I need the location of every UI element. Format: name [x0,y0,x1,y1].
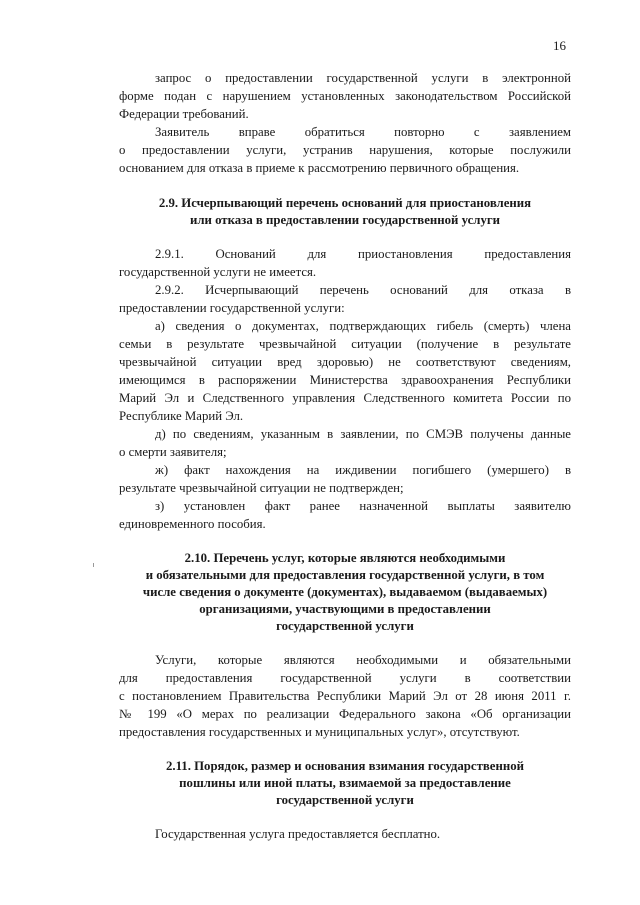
paragraph-line: форме подан с нарушением установленных законодательством Российской [119,89,571,103]
paragraph-line: Услуги, которые являются необходимыми и обязательными [155,653,571,667]
paragraph-line: Республике Марий Эл. [119,409,244,423]
paragraph-line: 2.9.2. Исчерпывающий перечень оснований для отказа в [155,283,571,297]
paragraph-line: № 199 «О мерах по реализации Федерального закона «Об организации [119,707,571,721]
section-heading: государственной услуги [276,793,414,807]
section-heading: и обязательными для предоставления государственной услуги, в том [145,568,545,582]
paragraph-line: д) по сведениям, указанным в заявлении, по СМЭВ получены данные [155,427,571,441]
paragraph-line: результате чрезвычайной ситуации не подтвержден; [119,481,404,495]
section-heading: пошлины или иной платы, взимаемой за предоставление [179,776,511,790]
paragraph-line: семьи в результате чрезвычайной ситуации (получение в результате [119,337,571,351]
paragraph-line: предоставления государственных и муниципальных услуг», отсутствуют. [119,725,520,739]
paragraph-line: Федерации требований. [119,107,249,121]
paragraph-line: а) сведения о документах, подтверждающих гибель (смерть) члена [155,319,571,333]
page-number: 16 [553,38,566,53]
section-heading: или отказа в предоставлении государственной услуги [189,213,501,227]
section-heading: государственной услуги [276,619,414,633]
paragraph-line: Марий Эл и Следственного управления Следственного комитета России по [119,391,571,405]
paragraph-line: Заявитель вправе обратиться повторно с заявлением [155,125,571,139]
paragraph-line: з) установлен факт ранее назначенной выплаты заявителю [155,499,571,513]
paragraph-line: чрезвычайной ситуации вред здоровью) не соответствуют сведениям, [119,355,571,369]
section-heading: числе сведения о документе (документах), выдаваемом (выдаваемых) [142,585,548,599]
paragraph-line: о предоставлении услуги, устранив нарушения, которые послужили [119,143,571,157]
paragraph-line: 2.9.1. Оснований для приостановления предоставления [155,247,571,261]
section-heading: организациями, участвующими в предоставлении [199,602,491,616]
paragraph-line: ж) факт нахождения на иждивении погибшего (умершего) в [155,463,571,477]
paragraph-line: с постановлением Правительства Республики Марий Эл от 28 июня 2011 г. [119,689,571,703]
section-heading: 2.10. Перечень услуг, которые являются необходимыми [184,551,506,565]
paragraph-line: единовременного пособия. [119,517,266,531]
section-heading: 2.9. Исчерпывающий перечень оснований для приостановления [158,196,532,210]
paragraph-line: предоставлении государственной услуги: [119,301,345,315]
paragraph-line: о смерти заявителя; [119,445,227,459]
paragraph-line: запрос о предоставлении государственной услуги в электронной [155,71,571,85]
paragraph-line: Государственная услуга предоставляется бесплатно. [155,827,441,841]
paragraph-line: для предоставления государственной услуги в соответствии [119,671,571,685]
margin-mark [93,563,94,567]
paragraph-line: основанием для отказа в приеме к рассмотрению первичного обращения. [119,161,520,175]
section-heading: 2.11. Порядок, размер и основания взимания государственной [166,759,524,773]
paragraph-line: государственной услуги не имеется. [119,265,317,279]
paragraph-line: имеющимся в распоряжении Министерства здравоохранения Республики [119,373,571,387]
